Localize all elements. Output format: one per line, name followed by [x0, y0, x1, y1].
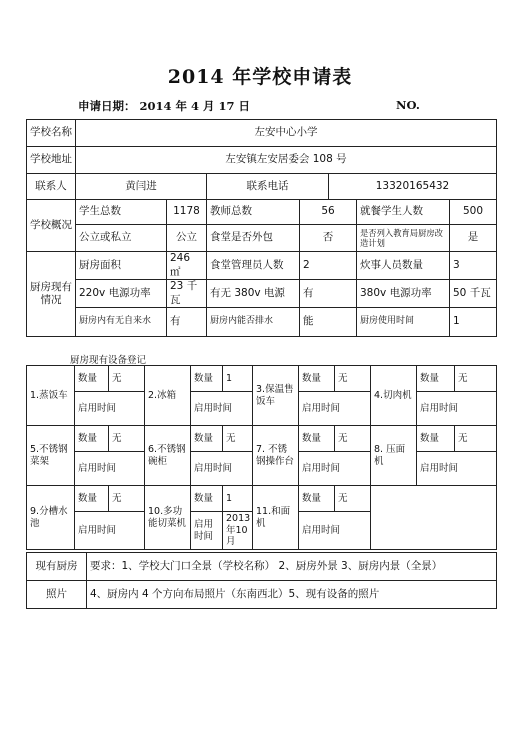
start-time-value: 2013年10月	[223, 512, 253, 550]
photo-requirements-table	[26, 552, 497, 609]
ownership-value: 公立	[167, 225, 207, 252]
school-info-table	[26, 119, 497, 337]
qty-label: 数量	[299, 366, 335, 392]
qty-value: 无	[455, 426, 497, 452]
school-address-label: 学校地址	[27, 147, 76, 174]
students-label: 学生总数	[76, 200, 167, 225]
teachers-label: 教师总数	[207, 200, 300, 225]
start-time-label: 启用时间	[417, 452, 497, 486]
qty-label: 数量	[299, 486, 335, 512]
start-time-label: 启用时间	[75, 512, 145, 550]
phone-value: 13320165432	[329, 174, 497, 200]
equipment-name: 11.和面机	[253, 486, 299, 550]
kitchen-area-label: 厨房面积	[76, 252, 167, 280]
equipment-name: 7. 不锈钢操作台	[253, 426, 299, 486]
managers-label: 食堂管理员人数	[207, 252, 300, 280]
usage-time-value: 1	[450, 308, 497, 337]
photos-label-line2: 照片	[27, 581, 87, 609]
start-time-label: 启用时间	[299, 512, 371, 550]
managers-value: 2	[300, 252, 357, 280]
qty-value: 无	[109, 366, 145, 392]
school-name-value: 左安中心小学	[76, 120, 497, 147]
phone-label: 联系电话	[207, 174, 329, 200]
qty-label: 数量	[417, 426, 455, 452]
start-time-label: 启用时间	[299, 452, 371, 486]
contact-label: 联系人	[27, 174, 76, 200]
photos-requirement-line2: 4、厨房内 4 个方向布局照片（东南西北）5、现有设备的照片	[87, 581, 497, 609]
power-220v-value: 23 千瓦	[167, 280, 207, 308]
qty-value: 无	[335, 486, 371, 512]
start-time-label: 启用时间	[191, 512, 223, 550]
qty-value: 无	[335, 426, 371, 452]
date-label: 申请日期：	[78, 99, 136, 113]
cooks-value: 3	[450, 252, 497, 280]
equipment-name: 4.切肉机	[371, 366, 417, 426]
qty-label: 数量	[75, 366, 109, 392]
qty-label: 数量	[75, 426, 109, 452]
dining-value: 500	[450, 200, 497, 225]
photos-requirement-line1: 要求：1、学校大门口全景（学校名称） 2、厨房外景 3、厨房内景（全景）	[87, 553, 497, 581]
qty-value: 1	[223, 486, 253, 512]
power-380v-value: 50 千瓦	[450, 280, 497, 308]
equipment-table	[26, 365, 497, 550]
has-380v-value: 有	[300, 280, 357, 308]
qty-value: 1	[223, 366, 253, 392]
overview-label: 学校概况	[27, 200, 76, 252]
tap-water-label: 厨房内有无自来水	[76, 308, 167, 337]
school-address-value: 左安镇左安居委会 108 号	[76, 147, 497, 174]
start-time-label: 启用时间	[299, 392, 371, 426]
equipment-name: 8. 压面机	[371, 426, 417, 486]
qty-label: 数量	[417, 366, 455, 392]
contact-value: 黄闫进	[76, 174, 207, 200]
qty-value: 无	[455, 366, 497, 392]
application-date	[78, 98, 250, 114]
photos-label-line1: 现有厨房	[27, 553, 87, 581]
tap-water-value: 有	[167, 308, 207, 337]
kitchen-status-label: 厨房现有情况	[27, 252, 76, 337]
outsourced-label: 食堂是否外包	[207, 225, 300, 252]
school-name-label: 学校名称	[27, 120, 76, 147]
power-380v-label: 380v 电源功率	[357, 280, 450, 308]
equipment-name: 2.冰箱	[145, 366, 191, 426]
ownership-label: 公立或私立	[76, 225, 167, 252]
qty-label: 数量	[75, 486, 109, 512]
dining-label: 就餐学生人数	[357, 200, 450, 225]
form-number-label: NO.	[396, 98, 420, 112]
start-time-label: 启用时间	[75, 452, 145, 486]
equipment-name: 9.分槽水池	[27, 486, 75, 550]
has-380v-label: 有无 380v 电源	[207, 280, 300, 308]
students-value: 1178	[167, 200, 207, 225]
equipment-name: 6.不锈钢碗柜	[145, 426, 191, 486]
equipment-name: 1.蒸饭车	[27, 366, 75, 426]
renovation-plan-value: 是	[450, 225, 497, 252]
power-220v-label: 220v 电源功率	[76, 280, 167, 308]
equipment-name: 10.多功能切菜机	[145, 486, 191, 550]
qty-label: 数量	[191, 486, 223, 512]
start-time-label: 启用时间	[75, 392, 145, 426]
qty-label: 数量	[191, 426, 223, 452]
page-title: 2014 年学校申请表	[167, 66, 353, 88]
equipment-name: 5.不锈钢菜架	[27, 426, 75, 486]
qty-label: 数量	[191, 366, 223, 392]
kitchen-area-value: 246 ㎡	[167, 252, 207, 280]
start-time-label: 启用时间	[417, 392, 497, 426]
start-time-label: 启用时间	[191, 452, 253, 486]
cooks-label: 炊事人员数量	[357, 252, 450, 280]
teachers-value: 56	[300, 200, 357, 225]
start-time-label: 启用时间	[191, 392, 253, 426]
renovation-plan-label: 是否列入教育局厨房改造计划	[357, 225, 450, 252]
empty-cell	[371, 486, 497, 550]
drainage-value: 能	[300, 308, 357, 337]
outsourced-value: 否	[300, 225, 357, 252]
usage-time-label: 厨房使用时间	[357, 308, 450, 337]
drainage-label: 厨房内能否排水	[207, 308, 300, 337]
qty-value: 无	[335, 366, 371, 392]
qty-value: 无	[109, 426, 145, 452]
qty-label: 数量	[299, 426, 335, 452]
qty-value: 无	[109, 486, 145, 512]
equipment-section-title: 厨房现有设备登记	[70, 355, 147, 366]
date-value: 2014 年 4 月 17 日	[139, 99, 251, 113]
equipment-name: 3.保温售饭车	[253, 366, 299, 426]
qty-value: 无	[223, 426, 253, 452]
